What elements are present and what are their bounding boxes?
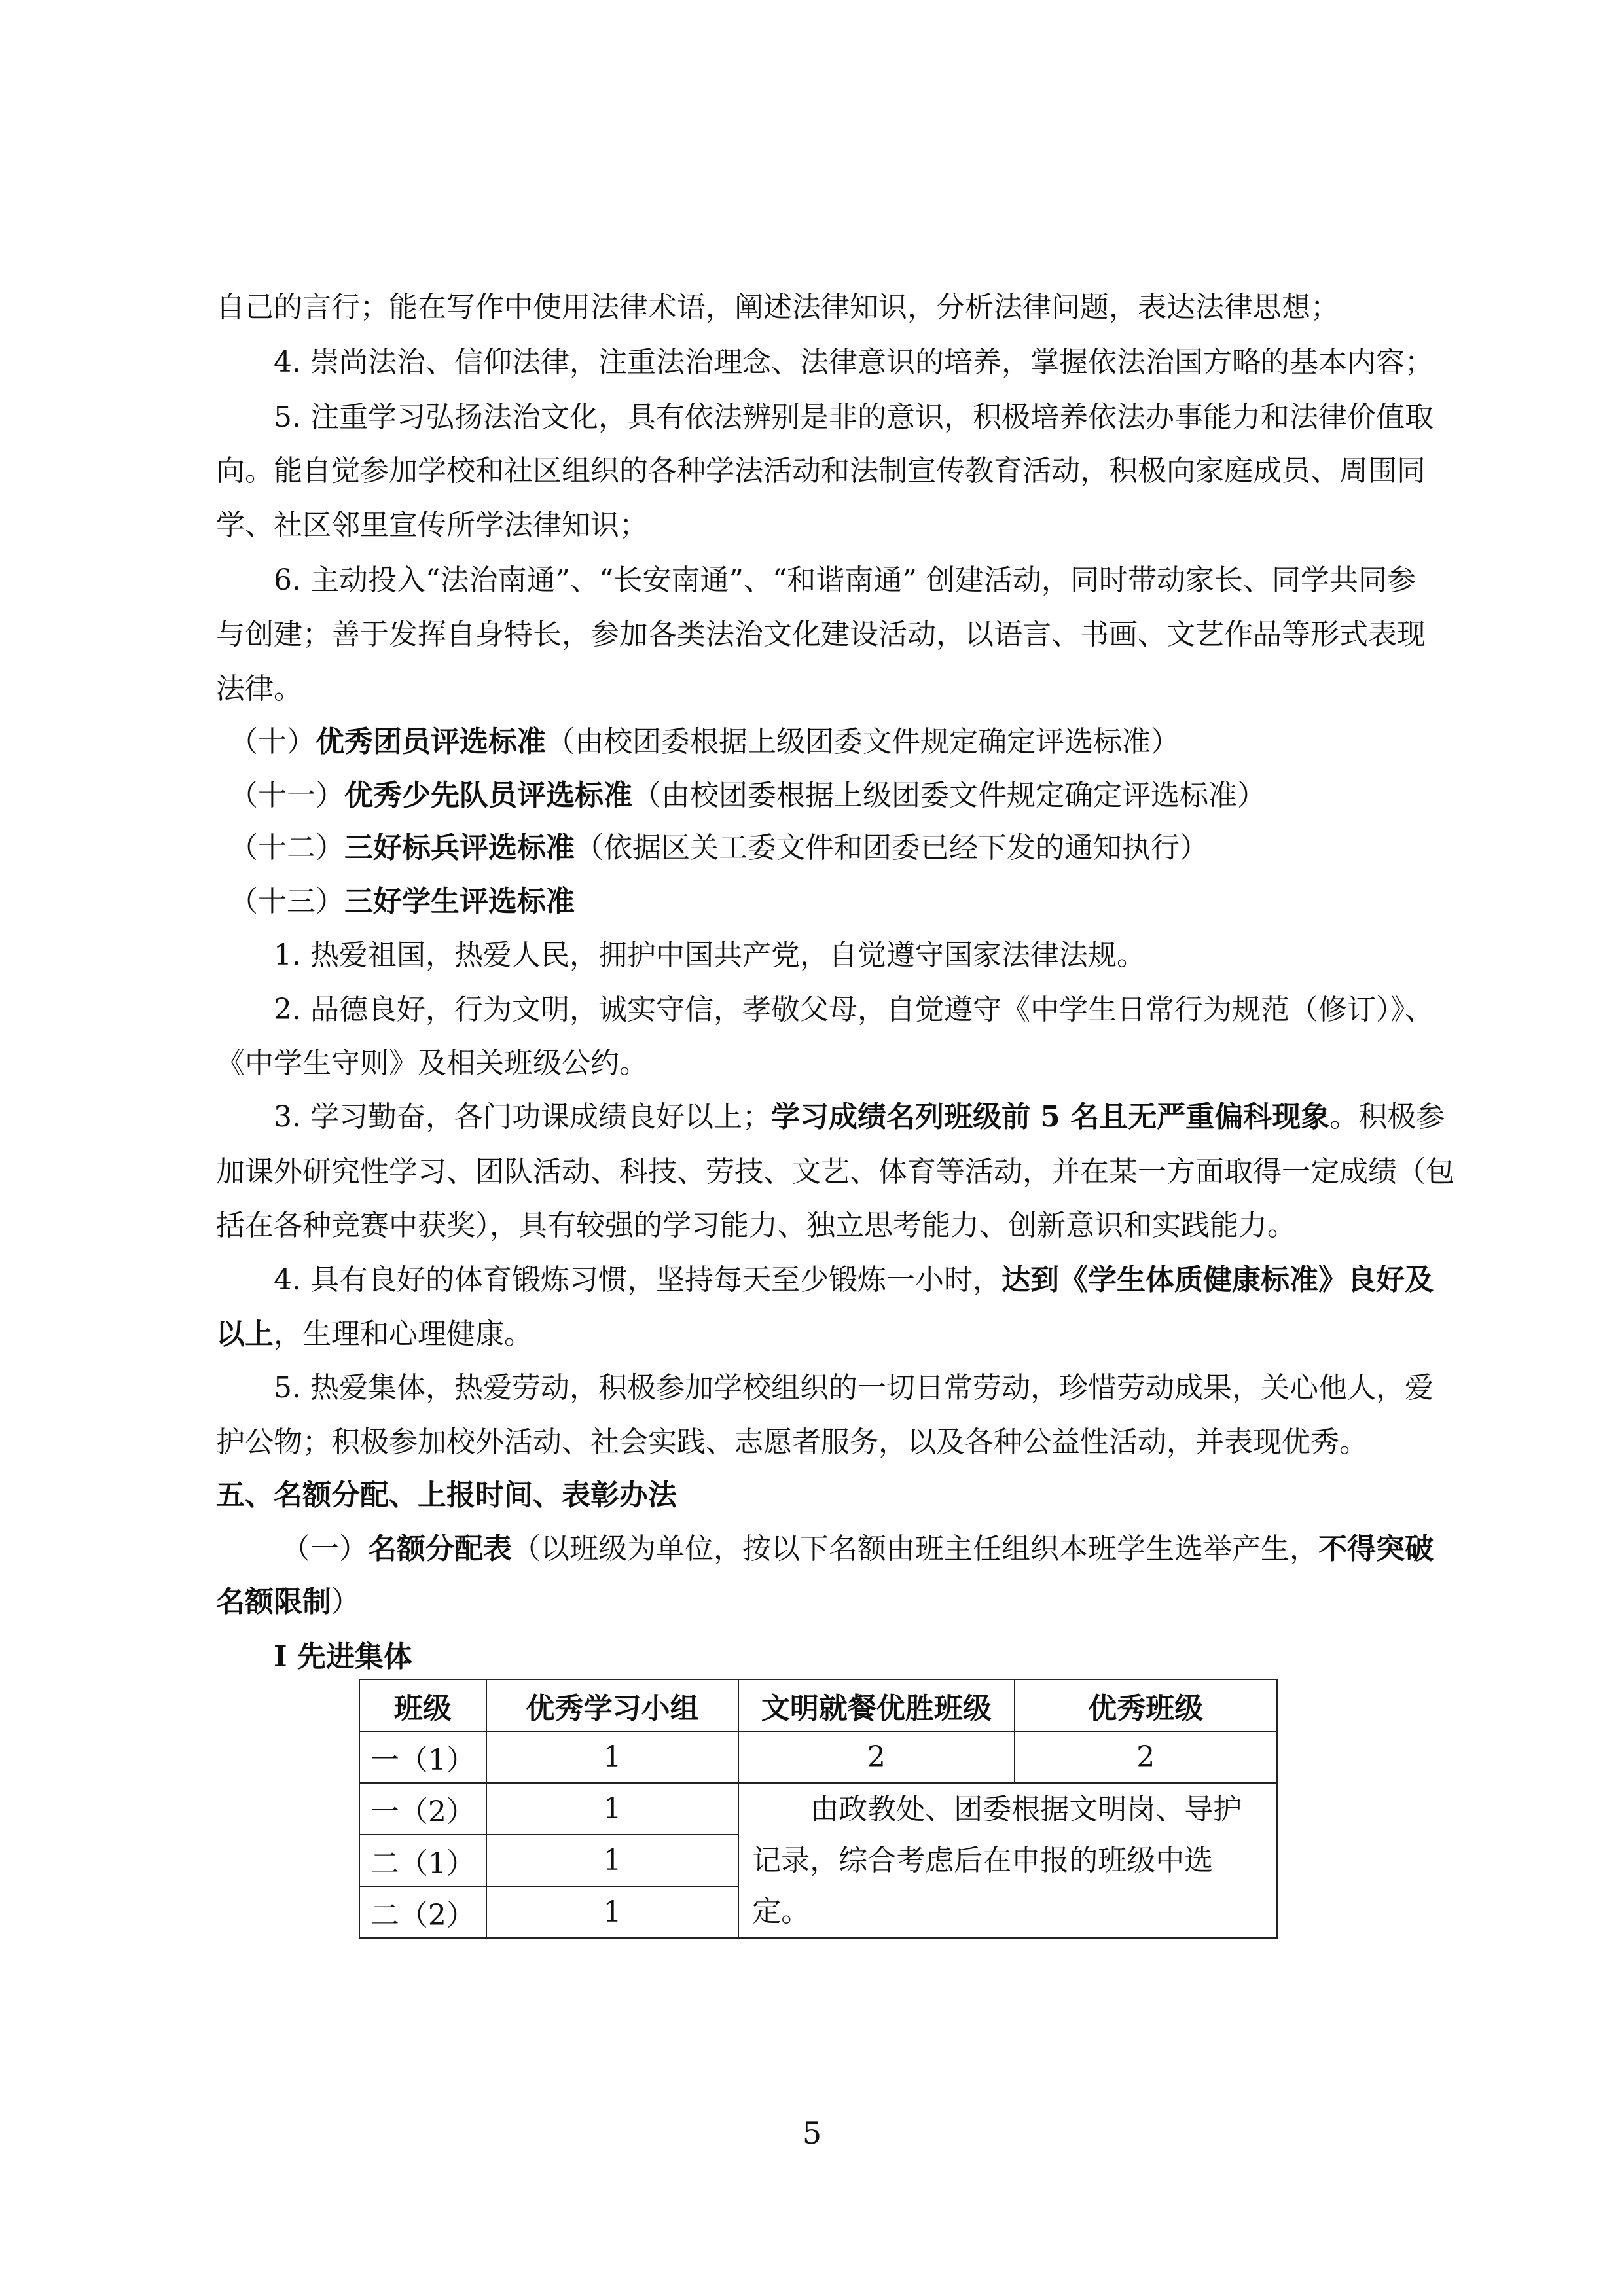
cell-excellent: 2 xyxy=(1015,1731,1277,1783)
subsection-emphasis: 不得突破 xyxy=(1318,1532,1434,1566)
criteria-item: 护公物；积极参加校外活动、社会实践、志愿者服务，以及各种公益性活动，并表现优秀。 xyxy=(216,1426,1368,1459)
section-heading-12 xyxy=(229,829,1208,868)
criteria-item: 5. 热爱集体，热爱劳动，积极参加学校组织的一切日常劳动，珍惜劳动成果，关心他人，爱 xyxy=(274,1371,1434,1405)
section-heading-10 xyxy=(229,723,1180,762)
subsection-label: （一） xyxy=(281,1532,368,1566)
subsection-heading-cont xyxy=(216,1583,360,1622)
section-heading-11 xyxy=(229,776,1266,816)
paragraph-line: 与创建；善于发挥自身特长，参加各类法治文化建设活动，以语言、书画、文艺作品等形式表现 xyxy=(216,618,1426,651)
subsection-note: （以班级为单位，按以下名额由班主任组织本班学生选举产生， xyxy=(512,1532,1318,1566)
criteria-item: 括在各种竞赛中获奖），具有较强的学习能力、独立思考能力、创新意识和实践能力。 xyxy=(216,1209,1296,1242)
section-note: （依据区关工委文件和团委已经下发的通知执行） xyxy=(575,831,1208,865)
section-note: （由校团委根据上级团委文件规定确定评选标准） xyxy=(632,779,1266,812)
criteria-item: 1. 热爱祖国，热爱人民，拥护中国共产党，自觉遵守国家法律法规。 xyxy=(274,939,1146,972)
criteria-item xyxy=(274,1098,1445,1137)
cell-group: 1 xyxy=(486,1731,738,1783)
header-excellent-class: 优秀班级 xyxy=(1015,1679,1277,1731)
cell-class: 一（1） xyxy=(359,1731,486,1783)
table-header-row xyxy=(359,1679,1277,1731)
subsection-note: ） xyxy=(331,1585,360,1619)
table-row xyxy=(359,1731,1277,1783)
section-title: 优秀少先队员评选标准 xyxy=(344,779,632,812)
criteria-item: 《中学生守则》及相关班级公约。 xyxy=(216,1047,648,1080)
cell-class: 二（2） xyxy=(359,1886,486,1938)
criteria-text: 。积极参 xyxy=(1329,1100,1445,1134)
paragraph-line: 法律。 xyxy=(216,672,302,706)
header-class: 班级 xyxy=(359,1679,486,1731)
subsection-heading xyxy=(281,1530,1434,1569)
page-number: 5 xyxy=(802,2115,822,2151)
criteria-text: ，生理和心理健康。 xyxy=(274,1318,533,1351)
section-label: （十三） xyxy=(229,885,344,918)
section-label: （十二） xyxy=(229,831,344,865)
quota-table xyxy=(359,1679,1278,1939)
header-dining: 文明就餐优胜班级 xyxy=(738,1679,1014,1731)
paragraph-line: 6. 主动投入“法治南通”、“长安南通”、“和谐南通” 创建活动，同时带动家长、同学共同参 xyxy=(274,564,1416,597)
cell-group: 1 xyxy=(486,1886,738,1938)
cell-group: 1 xyxy=(486,1783,738,1835)
cell-group: 1 xyxy=(486,1835,738,1886)
criteria-text: 3. 学习勤奋，各门功课成绩良好以上； xyxy=(274,1100,771,1134)
cell-class: 一（2） xyxy=(359,1783,486,1835)
merged-note-text: 由政教处、团委根据文明岗、导护记录，综合考虑后在申报的班级中选定。 xyxy=(752,1792,1242,1928)
cell-dining: 2 xyxy=(738,1731,1014,1783)
part-heading: 五、名额分配、上报时间、表彰办法 xyxy=(216,1479,677,1512)
paragraph-line: 自己的言行；能在写作中使用法律术语，阐述法律知识，分析法律问题，表达法律思想； xyxy=(216,291,1339,324)
criteria-item xyxy=(216,1315,533,1354)
paragraph-line: 向。能自觉参加学校和社区组织的各种学法活动和法制宣传教育活动，积极向家庭成员、周围同 xyxy=(216,454,1426,488)
paragraph-line: 4. 崇尚法治、信仰法律，注重法治理念、法律意识的培养，掌握依法治国方略的基本内容； xyxy=(274,346,1434,379)
section-title: 优秀团员评选标准 xyxy=(316,725,546,759)
criteria-item: 2. 品德良好，行为文明，诚实守信，孝敬父母，自觉遵守《中学生日常行为规范（修订）》、 xyxy=(274,993,1434,1026)
section-note: （由校团委根据上级团委文件规定确定评选标准） xyxy=(546,725,1180,759)
subsection-emphasis: 名额限制 xyxy=(216,1585,331,1619)
criteria-emphasis: 学习成绩名列班级前 5 名且无严重偏科现象 xyxy=(770,1100,1330,1134)
subsection-title: 名额分配表 xyxy=(368,1532,512,1566)
criteria-item: 加课外研究性学习、团队活动、科技、劳技、文艺、体育等活动，并在某一方面取得一定成绩（包 xyxy=(216,1155,1454,1189)
section-title: 三好标兵评选标准 xyxy=(344,831,575,865)
criteria-text: 4. 具有良好的体育锻炼习惯，坚持每天至少锻炼一小时， xyxy=(274,1263,1001,1297)
group-label: Ⅰ 先进集体 xyxy=(274,1640,412,1674)
section-heading-13 xyxy=(229,882,575,922)
criteria-item xyxy=(274,1261,1434,1300)
section-label: （十一） xyxy=(229,779,344,812)
section-title: 三好学生评选标准 xyxy=(344,885,575,918)
header-study-group: 优秀学习小组 xyxy=(486,1679,738,1731)
criteria-emphasis: 达到《学生体质健康标准》良好及 xyxy=(1001,1263,1434,1297)
paragraph-line: 学、社区邻里宣传所学法律知识； xyxy=(216,509,648,542)
criteria-emphasis: 以上 xyxy=(216,1318,274,1351)
paragraph-line: 5. 注重学习弘扬法治文化，具有依法辨别是非的意识，积极培养依法办事能力和法律价值取 xyxy=(274,401,1434,434)
cell-class: 二（1） xyxy=(359,1835,486,1886)
merged-note-cell xyxy=(738,1783,1277,1938)
section-label: （十） xyxy=(229,725,316,759)
table-row xyxy=(359,1783,1277,1835)
